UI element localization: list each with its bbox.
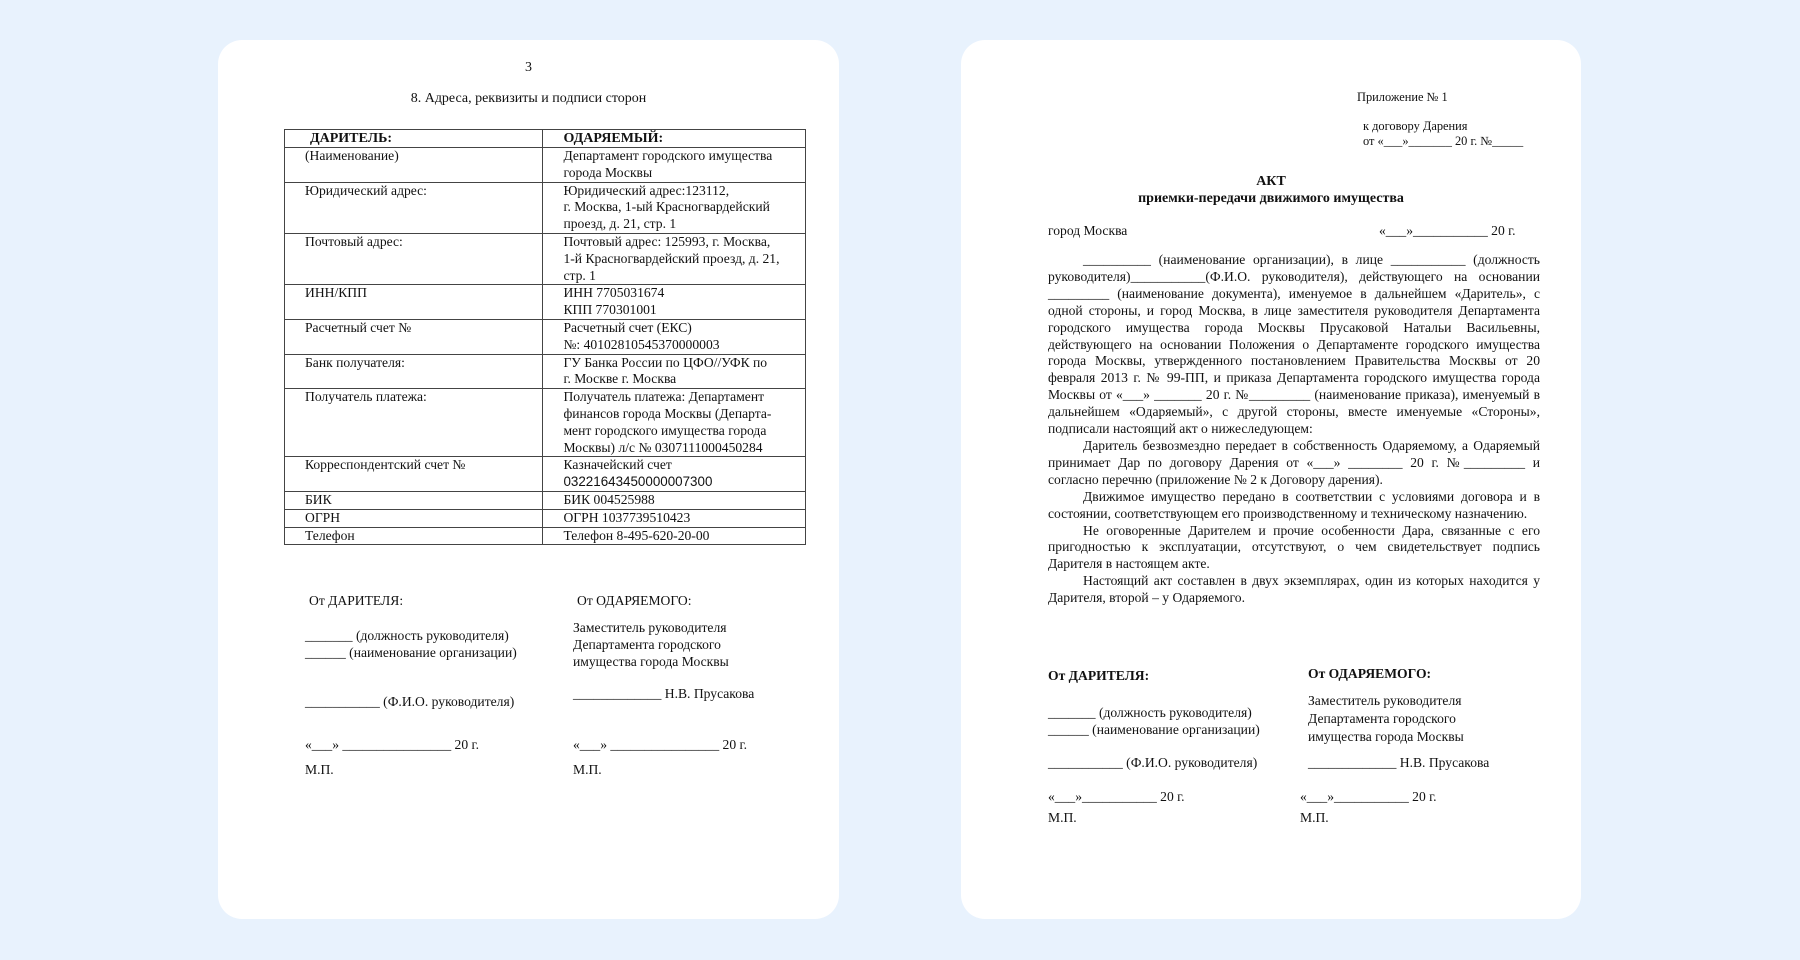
cell-line: г. Москве г. Москва	[563, 371, 677, 387]
from-giver-label: От ДАРИТЕЛЯ:	[309, 593, 404, 608]
cell-line: БИК 004525988	[563, 491, 655, 507]
cell-line: №: 40102810545370000003	[563, 336, 720, 352]
giver-date-line: «___»___________ 20 г.	[1048, 789, 1185, 804]
page-number: 3	[525, 60, 532, 75]
table-cell-value	[543, 285, 806, 320]
cell-line: мент городского имущества города	[563, 422, 767, 438]
act-paragraph: Не оговоренные Дарителем и прочие особенности Дара, связанные с его пригодностью к эксплуатации, отсутствуют, о чем свидетельствует подпись Дарителя в настоящем акте.	[1048, 522, 1540, 572]
act-date: «___»___________ 20 г.	[1379, 223, 1516, 238]
table-cell-label: Расчетный счет №	[285, 319, 543, 354]
table-cell-value	[543, 457, 806, 492]
table-cell-label: БИК	[285, 491, 543, 509]
receiver-seal-label: М.П.	[573, 762, 602, 777]
table-cell-label: Почтовый адрес:	[285, 233, 543, 284]
table-row	[285, 319, 806, 354]
table-cell-label: Банк получателя:	[285, 354, 543, 389]
cell-line: КПП 770301001	[563, 302, 657, 318]
header-receiver: ОДАРЯЕМЫЙ:	[543, 130, 806, 148]
giver-position-line: _______ (должность руководителя)	[305, 628, 509, 643]
table-row	[285, 491, 806, 509]
receiver-fio-line: _____________ Н.В. Прусакова	[1308, 755, 1490, 770]
giver-organization-line: ______ (наименование организации)	[305, 645, 517, 660]
table-cell-label: ИНН/КПП	[285, 285, 543, 320]
giver-seal-label: М.П.	[305, 762, 334, 777]
receiver-fio-line: _____________ Н.В. Прусакова	[573, 686, 755, 701]
giver-fio-line: ___________ (Ф.И.О. руководителя)	[305, 694, 515, 709]
table-row	[285, 354, 806, 389]
table-row	[285, 233, 806, 284]
act-paragraph: Настоящий акт составлен в двух экземплярах, один из которых находится у Дарителя, второй – у Одаряемого.	[1048, 573, 1540, 606]
table-cell-value	[543, 491, 806, 509]
table-cell-value	[543, 319, 806, 354]
giver-seal-label: М.П.	[1048, 810, 1077, 825]
table-row	[285, 527, 806, 545]
receiver-property-line: имущества города Москвы	[1308, 729, 1464, 744]
cell-line: Москвы) л/с № 0307111000450284	[563, 439, 763, 455]
document-page-3	[218, 40, 839, 919]
city-label: город Москва	[1048, 223, 1128, 238]
receiver-date-line: «___» ________________ 20 г.	[573, 737, 747, 752]
document-page-appendix	[961, 40, 1581, 919]
giver-organization-line: ______ (наименование организации)	[1048, 722, 1260, 737]
act-body	[1048, 252, 1540, 607]
giver-fio-line: ___________ (Ф.И.О. руководителя)	[1048, 755, 1258, 770]
table-cell-label: Корреспондентский счет №	[285, 457, 543, 492]
table-cell-value	[543, 389, 806, 457]
cell-line: Телефон 8-495-620-20-00	[563, 527, 710, 543]
cell-line: города Москвы	[563, 164, 653, 180]
cell-line: Расчетный счет (ЕКС)	[563, 319, 692, 335]
table-row	[285, 285, 806, 320]
section-title: 8. Адреса, реквизиты и подписи сторон	[410, 91, 647, 106]
requisites-table	[284, 129, 806, 545]
act-paragraph: Движимое имущество передано в соответствии с условиями договора и в состоянии, соответствующем его производственному и техническому назначению.	[1048, 488, 1540, 521]
cell-line: Юридический адрес:123112,	[563, 182, 730, 198]
receiver-seal-label: М.П.	[1300, 810, 1329, 825]
table-cell-value	[543, 182, 806, 233]
table-row	[285, 182, 806, 233]
table-cell-label: Юридический адрес:	[285, 182, 543, 233]
cell-line: стр. 1	[563, 267, 596, 283]
receiver-department-line: Департамента городского	[1308, 711, 1456, 726]
table-cell-label: Телефон	[285, 527, 543, 545]
act-paragraph: Даритель безвозмездно передает в собственность Одаряемому, а Одаряемый принимает Дар по договору Дарения от «___» ________ 20 г. №_________ и согласно перечню (приложение № 2 к Договору дарения).	[1048, 437, 1540, 487]
table-cell-label: (Наименование)	[285, 148, 543, 183]
table-row	[285, 148, 806, 183]
table-cell-value	[543, 527, 806, 545]
table-cell-value	[543, 233, 806, 284]
giver-position-line: _______ (должность руководителя)	[1048, 705, 1252, 720]
table-row	[285, 457, 806, 492]
table-cell-value	[543, 509, 806, 527]
receiver-department-line: Департамента городского	[573, 637, 721, 652]
cell-line: Почтовый адрес: 125993, г. Москва,	[563, 233, 771, 249]
cell-line: проезд, д. 21, стр. 1	[563, 216, 677, 232]
appendix-label: Приложение № 1	[1357, 90, 1448, 104]
table-row	[285, 509, 806, 527]
from-receiver-label: От ОДАРЯЕМОГО:	[577, 593, 692, 608]
cell-line: Казначейский счет	[563, 457, 672, 473]
cell-line: Департамент городского имущества	[563, 148, 773, 163]
cell-line: ГУ Банка России по ЦФО//УФК по	[563, 354, 768, 370]
from-giver-label: От ДАРИТЕЛЯ:	[1048, 668, 1150, 683]
table-cell-label: ОГРН	[285, 509, 543, 527]
act-subtitle: приемки-передачи движимого имущества	[1138, 191, 1404, 206]
table-cell-value	[543, 354, 806, 389]
table-cell-value	[543, 148, 806, 183]
table-cell-label: Получатель платежа:	[285, 389, 543, 457]
cell-line: г. Москва, 1-ый Красногвардейский	[563, 199, 770, 215]
act-title: АКТ	[1256, 174, 1286, 189]
contract-reference-line1: к договору Дарения	[1363, 119, 1468, 133]
from-receiver-label: От ОДАРЯЕМОГО:	[1308, 666, 1432, 681]
cell-line: финансов города Москвы (Департа-	[563, 405, 772, 421]
contract-reference-line2: от «___»_______ 20 г. №_____	[1363, 134, 1524, 148]
giver-date-line: «___» ________________ 20 г.	[305, 737, 479, 752]
cell-line: ОГРН 1037739510423	[563, 509, 691, 525]
table-row	[285, 389, 806, 457]
receiver-date-line: «___»___________ 20 г.	[1300, 789, 1437, 804]
receiver-position-line: Заместитель руководителя	[1308, 693, 1462, 708]
receiver-property-line: имущества города Москвы	[573, 654, 729, 669]
cell-line: Получатель платежа: Департамент	[563, 389, 765, 405]
header-giver: ДАРИТЕЛЬ:	[285, 130, 543, 148]
table-header-row	[285, 130, 806, 148]
cell-line: 03221643450000007300	[563, 474, 713, 490]
cell-line: 1-й Красногвардейский проезд, д. 21,	[563, 250, 780, 266]
act-paragraph: __________ (наименование организации), в лице ___________ (должность руководителя)___________(Ф.И.О. руководителя), действующего на основании _________ (наименование документа), именуемое в дальнейшем «Даритель», с одной стороны, и город Москва, в лице заместителя руководителя Департамента городского имущества города Москвы Прусаковой Натальи Васильевны, действующего на основании Положения о Департаменте городского имущества города Москвы, утвержденного постановлением Правительства Москвы от 20 февраля 2013 г. № 99-ПП, и приказа Департамента городского имущества города Москвы от «___» _______ 20 г. №_________ (наименование приказа), именуемый в дальнейшем «Одаряемый», с другой стороны, вместе именуемые «Стороны», подписали настоящий акт о нижеследующем:	[1048, 252, 1540, 437]
receiver-position-line: Заместитель руководителя	[573, 620, 727, 635]
cell-line: ИНН 7705031674	[563, 285, 665, 301]
